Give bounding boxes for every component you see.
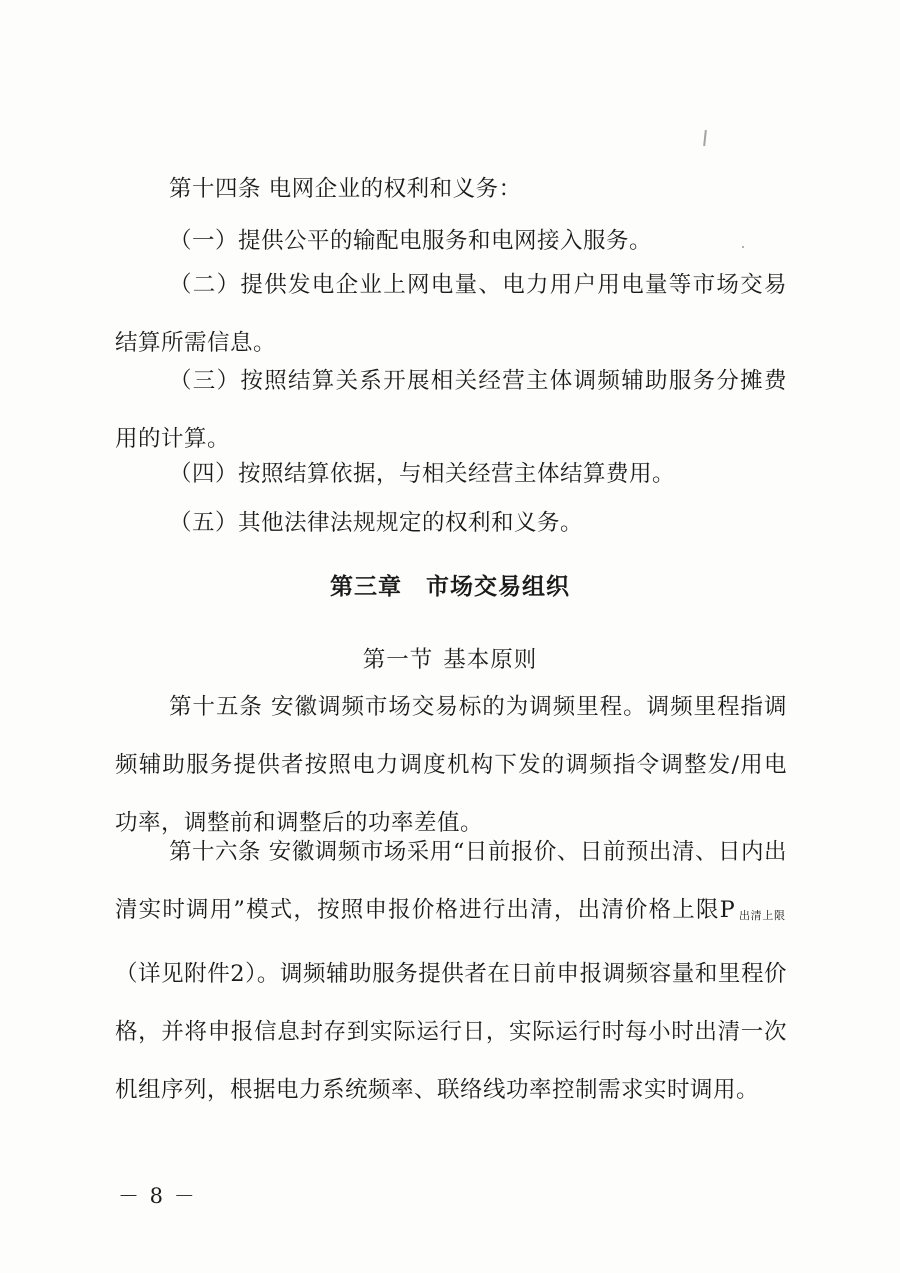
article-16 [115, 823, 787, 1119]
article-14-item-5: （五）其他法律法规规定的权利和义务。 [169, 510, 584, 536]
pen-mark [703, 130, 707, 146]
article-14-item-1: （一）提供公平的输配电服务和电网接入服务。 [169, 228, 653, 254]
price-cap-subscript: 出清上限 [738, 909, 785, 922]
article-16-part-1: 第十六条 安徽调频市场采用“日前报价、日前预出清、日内出清实时调用”模式，按照申报价格进行出清，出清价格上限P [115, 839, 787, 923]
section-number: 第一节 [362, 647, 434, 673]
article-14-item-3: （三）按照结算关系开展相关经营主体调频辅助服务分摊费用的计算。 [115, 368, 787, 452]
article-14-item-4: （四）按照结算依据，与相关经营主体结算费用。 [169, 461, 676, 487]
article-16-part-2: （详见附件2）。调频辅助服务提供者在日前申报调频容量和里程价格，并将申报信息封存到实际运行日，实际运行时每小时出清一次机组序列，根据电力系统频率、联络线功率控制需求实时调用。 [115, 961, 787, 1103]
section-title: 基本原则 [443, 647, 538, 673]
article-14-title: 第十四条 电网企业的权利和义务： [169, 176, 522, 202]
article-14-item-2: （二）提供发电企业上网电量、电力用户用电量等市场交易结算所需信息。 [115, 272, 787, 356]
page-number: － 8 － [118, 1184, 197, 1208]
chapter-heading [0, 567, 900, 607]
chapter-title: 市场交易组织 [426, 574, 570, 600]
chapter-number: 第三章 [330, 574, 402, 600]
section-heading [0, 640, 900, 680]
article-15: 第十五条 安徽调频市场交易标的为调频里程。调频里程指调频辅助服务提供者按照电力调度机构下发的调频指令调整发/用电功率，调整前和调整后的功率差值。 [115, 694, 787, 836]
